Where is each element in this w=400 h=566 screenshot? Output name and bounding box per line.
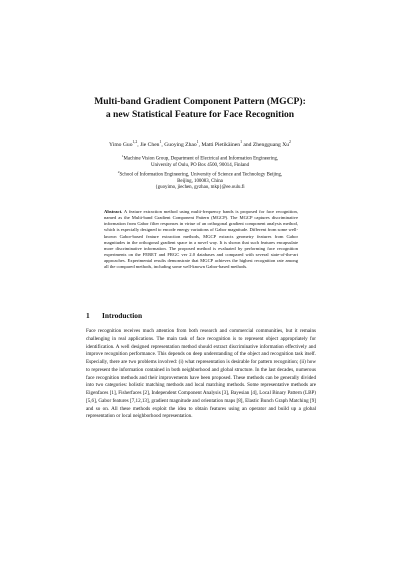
- author-name: Zhengguang Xu: [252, 141, 290, 148]
- affiliations: [50, 153, 350, 192]
- abstract-text: A feature extraction method using multi-frequency bands is proposed for face recognition, named as the Multi-band Gradient Component Pattern (MGCP). The MGCP captures discriminative information from Gabor filter responses in virtue of an orthogonal gradient component analysis method, which is especially designed to encode energy variations of Gabor magnitude. Different from some well-known Gabor-based feature extraction methods, MGCP extracts geometry features from Gabor magnitudes in the orthogonal gradient space in a novel way. It is shown that such features encapsulate more discriminative information. The proposed method is evaluated by performing face recognition experiments on the FERET and FRGC ver 2.0 databases and compared with several state-of-the-art approaches. Experimental results demonstrate that MGCP achieves the highest recognition rate among all the compared methods, including some well-known Gabor-based methods.: [104, 209, 298, 270]
- affiliation-2-text: School of Information Engineering, University of Science and Technology Beijing,: [119, 172, 283, 178]
- author-affiliation-mark: 1: [240, 140, 242, 144]
- abstract: [104, 209, 298, 271]
- title-line-2: a new Statistical Feature for Face Recognition: [105, 108, 295, 120]
- affiliation-2-line-1: [50, 169, 350, 179]
- section-number: 1: [86, 311, 90, 320]
- affiliation-1-line-1: [50, 153, 350, 163]
- section-heading: [86, 311, 316, 320]
- author-affiliation-mark: 1: [196, 140, 199, 144]
- affiliation-1-mark: 1: [121, 154, 124, 158]
- author-name: Matti Pietikäinen: [201, 141, 241, 148]
- affiliation-1-line-2: University of Oulu, PO Box 4500, 90014, Finland: [150, 162, 250, 168]
- abstract-label: Abstract.: [104, 209, 123, 214]
- introduction-paragraph: Face recognition receives much attention from both research and commercial communities, but it remains challenging in real applications. The main task of face recognition is to represent object appropriately for identification. A well designed representation method should extract discriminative information effectively and improve recognition performance. This depends on deep understanding of the object and recognition task itself. Especially, there are two problems involved: (i) what representation is desirable for pattern recognition; (ii) how to represent the information contained in both neighborhood and global structure. In the last decades, numerous face recognition methods and their improvements have been proposed. These methods can be generally divided into two categories: holistic matching methods and local matching methods. Some representative methods are Eigenfaces [1], Fisherfaces [2], Independent Component Analysis [3], Bayesian [4], Local Binary Pattern (LBP) [5,6], Gabor features [7,12,13], gradient magnitude and orientation maps [8], Elastic Bunch Graph Matching [9] and so on. All these methods exploit the idea to obtain features using an operator and build up a global representation or local neighborhood representation.: [86, 328, 316, 420]
- affiliation-2-line-2: Beijing, 100083, China: [177, 179, 223, 185]
- author-affiliation-mark: 2: [289, 140, 291, 144]
- author-emails: {guoyimo, jiechen, gyzhao, mkp}@ee.oulu.fi: [155, 185, 245, 191]
- section-title: Introduction: [102, 311, 143, 320]
- author-list: Yimo Guo$^{1,2}$, Jie Chen$^1$, Guoying Zhao$^1$, Matti Pietikäinen$^1$ and Zhengguang Xu$^2$: [109, 140, 291, 148]
- affiliation-1-text: Machine Vision Group, Department of Electrical and Information Engineering,: [123, 156, 279, 162]
- author-affiliation-mark: 1,2: [132, 140, 138, 144]
- affiliation-2-mark: 2: [117, 170, 120, 175]
- title-line-1: Multi-band Gradient Component Pattern (MGCP):: [94, 96, 306, 107]
- author-name: Yimo Guo: [109, 141, 133, 148]
- author-name: Guoying Zhao: [164, 141, 197, 148]
- author-name: Jie Chen: [140, 141, 160, 148]
- paper-title: [40, 96, 360, 121]
- author-affiliation-mark: 1: [159, 140, 162, 144]
